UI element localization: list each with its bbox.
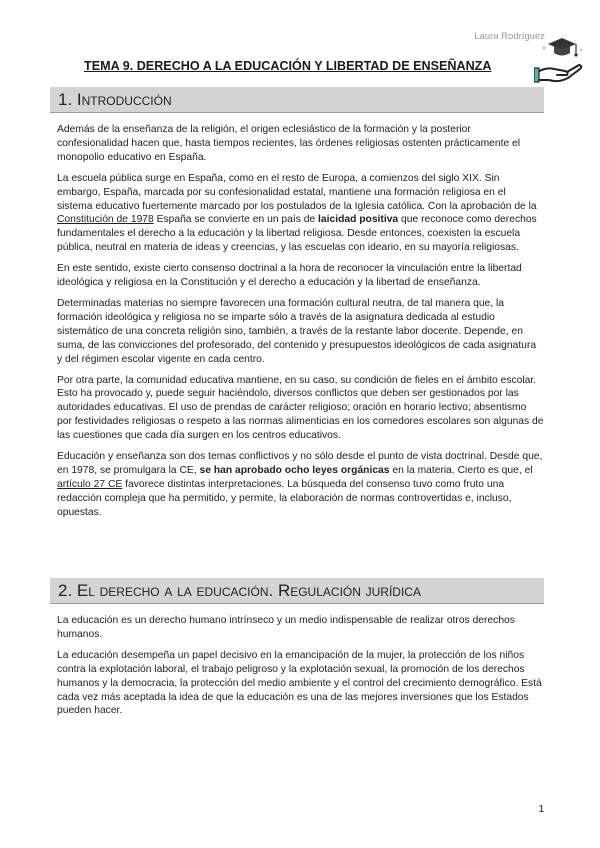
author-name: Laura Rodríguez <box>474 31 545 42</box>
section-header-introduccion <box>50 87 544 113</box>
document-title: TEMA 9. DERECHO A LA EDUCACIÓN Y LIBERTAD DE ENSEÑANZA <box>84 59 492 73</box>
bold-text: laicidad positiva <box>318 214 399 226</box>
paragraph <box>57 172 544 255</box>
text-run: que reconoce como derechos fundamentales el derecho a la educación y la libertad religiosa. Desde entonces, coexisten la escuela pública, neutral en materia de ideas y creencias, y las escuelas con ideario, en su mayoría religiosas. <box>57 214 537 254</box>
section-heading: 2. El derecho a la educación. Regulación jurídica <box>58 581 421 600</box>
paragraph: En este sentido, existe cierto consenso doctrinal a la hora de reconocer la vinculación entre la libertad ideológica y religiosa en la Constitución y el derecho a educación y la libertad de enseñanza. <box>57 263 522 289</box>
page-number: 1 <box>538 804 544 815</box>
section-header-derecho-educacion <box>50 578 544 604</box>
text-run: Educación y enseñanza son dos temas conflictivos y no sólo desde el punto de vista doctrinal. Desde que, en 1978, se promulgara la CE, <box>57 451 543 476</box>
section-body-introduccion <box>57 123 544 527</box>
bold-text: se han aprobado ocho leyes orgánicas <box>199 464 390 476</box>
section-heading: 1. Introducción <box>58 90 172 109</box>
paragraph: La educación desempeña un papel decisivo en la emancipación de la mujer, la protección de los niños contra la explotación laboral, el trabajo peligroso y la explotación sexual, la promoción de los derechos humanos y la democracia, la protección del medio ambiente y el control del crecimiento demográfico. Está cada vez más aceptada la idea de que la educación es una de las mejores inversiones que los Estados pueden hacer. <box>57 649 542 717</box>
text-run: favorece distintas interpretaciones. La búsqueda del consenso tuvo como fruto una redacción compleja que ha permitido, y permite, la elaboración de normas controvertidas e, incluso, opuestas. <box>57 478 512 518</box>
constitucion-1978-link[interactable]: Constitución de 1978 <box>57 214 154 226</box>
paragraph: Además de la enseñanza de la religión, el origen eclesiástico de la formación y la posterior confesionalidad hacen que, hasta tiempos recientes, las órdenes religiosas ostenten prácticamente el monopolio educativo en España. <box>57 124 521 163</box>
articulo-27-link[interactable]: artículo 27 CE <box>57 478 123 490</box>
paragraph: Por otra parte, la comunidad educativa mantiene, en su caso, su condición de fieles en el ámbito escolar. Esto ha provocado y, puede seguir haciéndolo, diversos conflictos que deben ser gestionados por las autoridades educativas. El uso de prendas de carácter religioso; oración en horario lectivo; absentismo por festividades religiosas o respeto a las normas alimenticias en los comedores escolares son algunas de las cuestiones que cada día surgen en los centros educativos. <box>57 374 544 442</box>
paragraph: Determinadas materias no siempre favorecen una formación cultural neutra, de tal manera que, la formación ideológica y religiosa no se imparte sólo a través de la asignatura dedicada al estudio sistemático de una concreta religión sino, también, a través de la restante labor docente. Depende, en suma, de las convicciones del profesorado, del contenido y presupuestos ideológicos de cada asignatura y del régimen escolar vigente en cada centro. <box>57 297 537 365</box>
graduation-cap-hand-icon <box>534 34 586 86</box>
paragraph: La educación es un derecho humano intrínseco y un medio indispensable de realizar otros derechos humanos. <box>57 615 515 640</box>
text-run: en la materia. Cierto es que, el <box>389 464 533 476</box>
paragraph <box>57 450 544 520</box>
text-run: La escuela pública surge en España, como en el resto de Europa, a comienzos del siglo XIX. Sin embargo, España, marcada por su confesionalidad estatal, mantiene una formación religiosa en el sistema educativo fuertemente marcado por los postulados de la Iglesia católica. Con la aprobación de la <box>57 172 537 212</box>
section-body-derecho-educacion <box>57 614 544 725</box>
text-run: España se convierte en un país de <box>153 214 319 226</box>
